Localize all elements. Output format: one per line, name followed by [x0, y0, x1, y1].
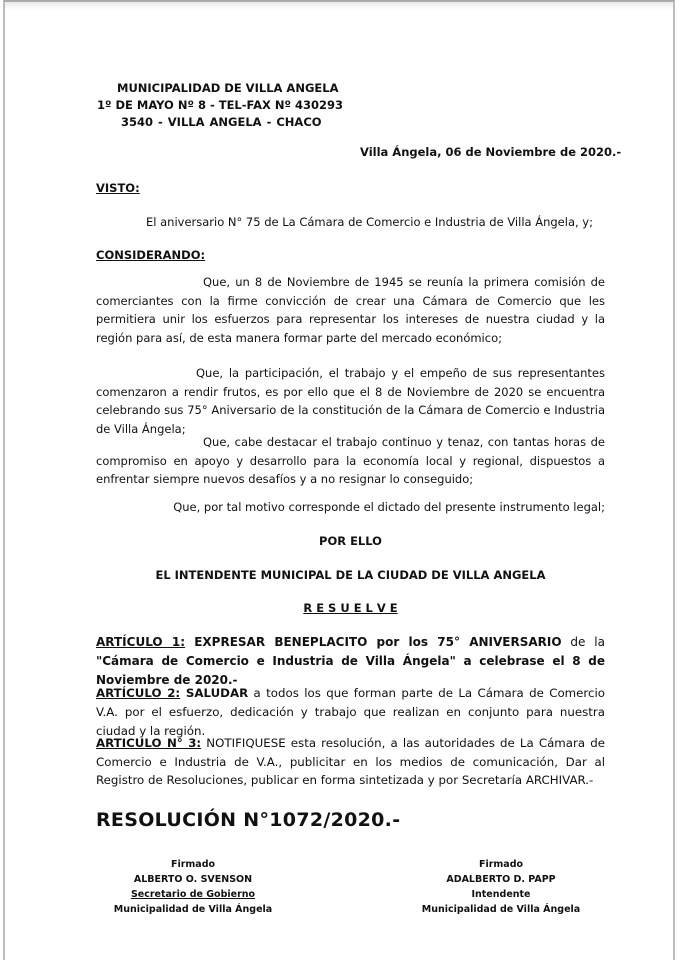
article-1-bold-b: "Cámara de Comercio e Industria de Villa Ángela" a celebrase el 8 de Noviembre de 2020.- — [96, 654, 605, 687]
signature-role: Secretario de Gobierno — [130, 889, 256, 900]
signature-block-secretary — [93, 857, 293, 917]
article-1-label: ARTÍCULO 1: — [96, 635, 185, 649]
article-2-normal: a todos los que forman parte de La Cámara de Comercio V.A. por el esfuerzo, dedicación y trabajo que realizan en conjunto para nuestra ciudad y la región. — [96, 686, 606, 738]
signature-name: ALBERTO O. SVENSON — [133, 874, 253, 885]
visto-text: El aniversario N° 75 de La Cámara de Comercio e Industria de Villa Ángela, y; — [146, 215, 593, 229]
letterhead-line-3: 3540 - VILLA ANGELA - CHACO — [121, 115, 322, 129]
article-3-label: ARTICULO N° 3: — [96, 736, 202, 750]
considerando-paragraph-2: Que, la participación, el trabajo y el empeño de sus representantes comenzaron a rendir frutos, es por ello que el 8 de Noviembre de 2020 se encuentra celebrando sus 75° Aniversario de la constitución de la Cámara de Comercio e Industria de Villa Ángela; — [96, 366, 605, 436]
signature-status: Firmado — [170, 859, 216, 870]
signature-name: ADALBERTO D. PAPP — [446, 874, 556, 885]
signature-org: Municipalidad de Villa Ángela — [421, 904, 581, 915]
considerando-paragraph-1: Que, un 8 de Noviembre de 1945 se reunía la primera comisión de comerciantes con la firme convicción de crear una Cámara de Comercio que les permitiera unir los esfuerzos para representar los intereses de nuestra ciudad y la región para así, de esta manera formar parte del mercado económico; — [96, 275, 605, 345]
resolution-number: RESOLUCIÓN N°1072/2020.- — [96, 809, 401, 831]
visto-heading: VISTO: — [96, 181, 140, 195]
considerando-paragraph-3: Que, cabe destacar el trabajo continuo y tenaz, con tantas horas de compromiso en apoyo y desarrollo para la economía local y regional, dispuestos a enfrentar siempre nuevos desafíos y a no resignar lo conseguido; — [96, 435, 605, 486]
signature-org: Municipalidad de Villa Ángela — [113, 904, 273, 915]
resuelve-heading: R E S U E L V E — [303, 601, 398, 615]
considerando-heading: CONSIDERANDO: — [96, 248, 206, 262]
article-3-normal: NOTIFIQUESE esta resolución, a las autoridades de La Cámara de Comercio e Industria de V.A., publicitar en los medios de comunicación, Dar al Registro de Resoluciones, publicar en forma sintetizada y por Secretaría ARCHIVAR.- — [96, 736, 605, 787]
article-1 — [96, 633, 605, 690]
letterhead-line-2: 1º DE MAYO Nº 8 - TEL-FAX Nº 430293 — [97, 98, 343, 112]
article-2-label: ARTÍCULO 2: — [96, 686, 181, 700]
article-1-bold-a: EXPRESAR BENEPLACITO por los 75° ANIVERSARIO — [185, 635, 562, 649]
article-3 — [96, 734, 605, 790]
article-2 — [96, 684, 605, 741]
signature-block-intendente — [401, 857, 601, 917]
signature-status: Firmado — [478, 859, 524, 870]
intendente-line: EL INTENDENTE MUNICIPAL DE LA CIUDAD DE VILLA ANGELA — [155, 568, 546, 582]
por-ello: POR ELLO — [319, 534, 382, 548]
letterhead-line-1: MUNICIPALIDAD DE VILLA ANGELA — [117, 81, 339, 95]
considerando-paragraph-4: Que, por tal motivo corresponde el dictado del presente instrumento legal; — [173, 500, 605, 514]
signature-role: Intendente — [471, 889, 531, 900]
date-line: Villa Ángela, 06 de Noviembre de 2020.- — [360, 145, 622, 159]
article-2-bold-a: SALUDAR — [180, 686, 249, 700]
article-1-normal: de la — [561, 635, 605, 649]
